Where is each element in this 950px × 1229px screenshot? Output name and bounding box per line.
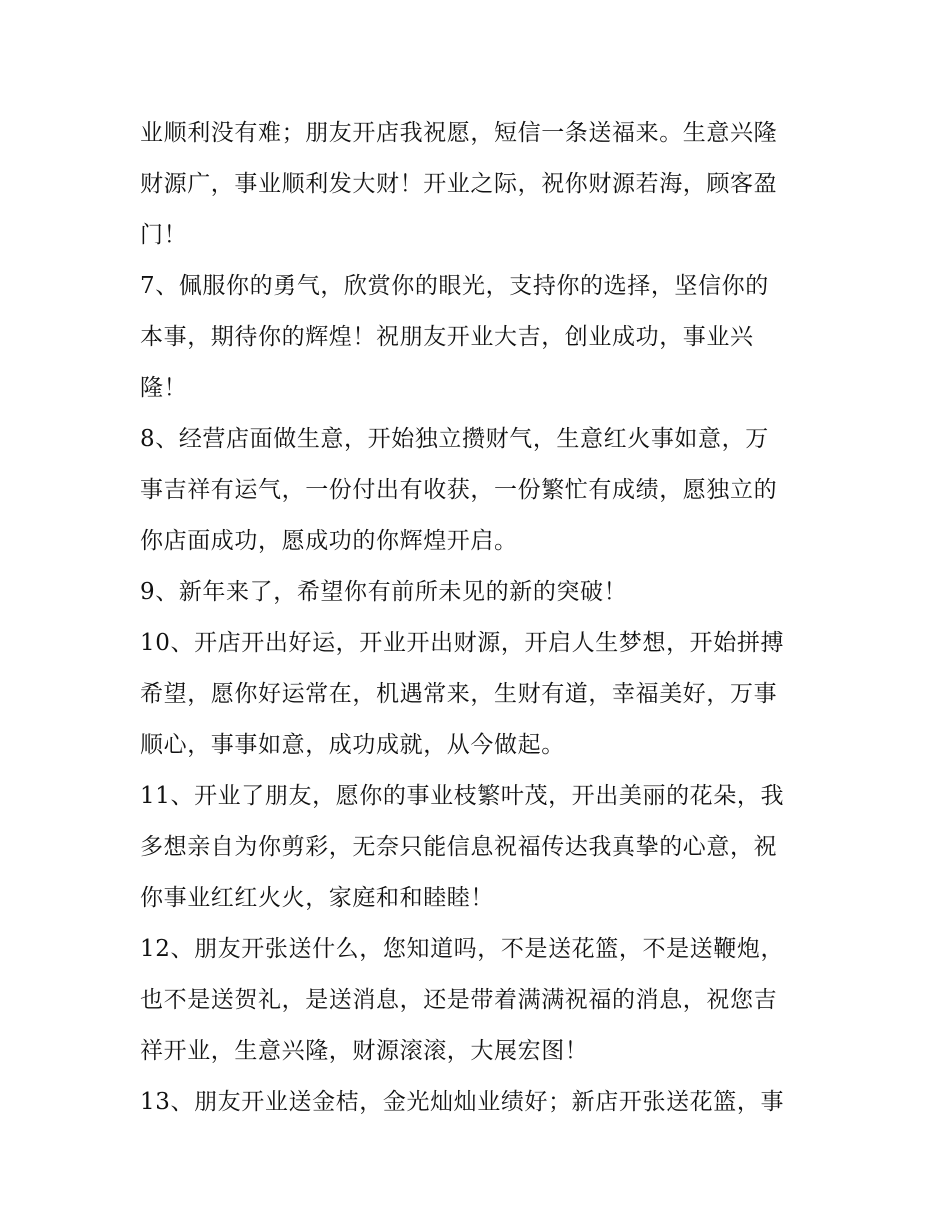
text-line: 本事，期待你的辉煌！祝朋友开业大吉，创业成功，事业兴: [140, 324, 754, 350]
text-line: 祥开业，生意兴隆，财源滚滚，大展宏图！: [140, 1038, 589, 1064]
text-line: 你事业红红火火，家庭和和睦睦！: [140, 885, 494, 911]
text-line: 隆！: [140, 375, 188, 401]
text-line: 你店面成功，愿成功的你辉煌开启。: [140, 528, 518, 554]
text-line: 也不是送贺礼，是送消息，还是带着满满祝福的消息，祝您吉: [140, 987, 778, 1013]
text-line: 业顺利没有难；朋友开店我祝愿，短信一条送福来。生意兴隆: [140, 120, 778, 146]
text-line: 12、朋友开张送什么，您知道吗，不是送花篮，不是送鞭炮，: [140, 936, 785, 962]
text-line: 希望，愿你好运常在，机遇常来，生财有道，幸福美好，万事: [140, 681, 778, 707]
text-line: 事吉祥有运气，一份付出有收获，一份繁忙有成绩，愿独立的: [140, 477, 778, 503]
text-line: 10、开店开出好运，开业开出财源，开启人生梦想，开始拼搏: [140, 630, 785, 656]
text-line: 顺心，事事如意，成功成就，从今做起。: [140, 732, 565, 758]
text-line: 财源广，事业顺利发大财！开业之际，祝你财源若海，顾客盈: [140, 171, 778, 197]
text-line: 8、经营店面做生意，开始独立攒财气，生意红火事如意，万: [140, 426, 769, 452]
text-line: 门！: [140, 222, 188, 248]
text-line: 7、佩服你的勇气，欣赏你的眼光，支持你的选择，坚信你的: [140, 273, 769, 299]
text-line: 9、新年来了，希望你有前所未见的新的突破！: [140, 579, 628, 605]
text-line: 13、朋友开业送金桔，金光灿灿业绩好；新店开张送花篮，事: [140, 1089, 785, 1115]
text-line: 多想亲自为你剪彩，无奈只能信息祝福传达我真挚的心意，祝: [140, 834, 778, 860]
text-line: 11、开业了朋友，愿你的事业枝繁叶茂，开出美丽的花朵，我: [140, 783, 785, 809]
document-body: [140, 108, 820, 1128]
